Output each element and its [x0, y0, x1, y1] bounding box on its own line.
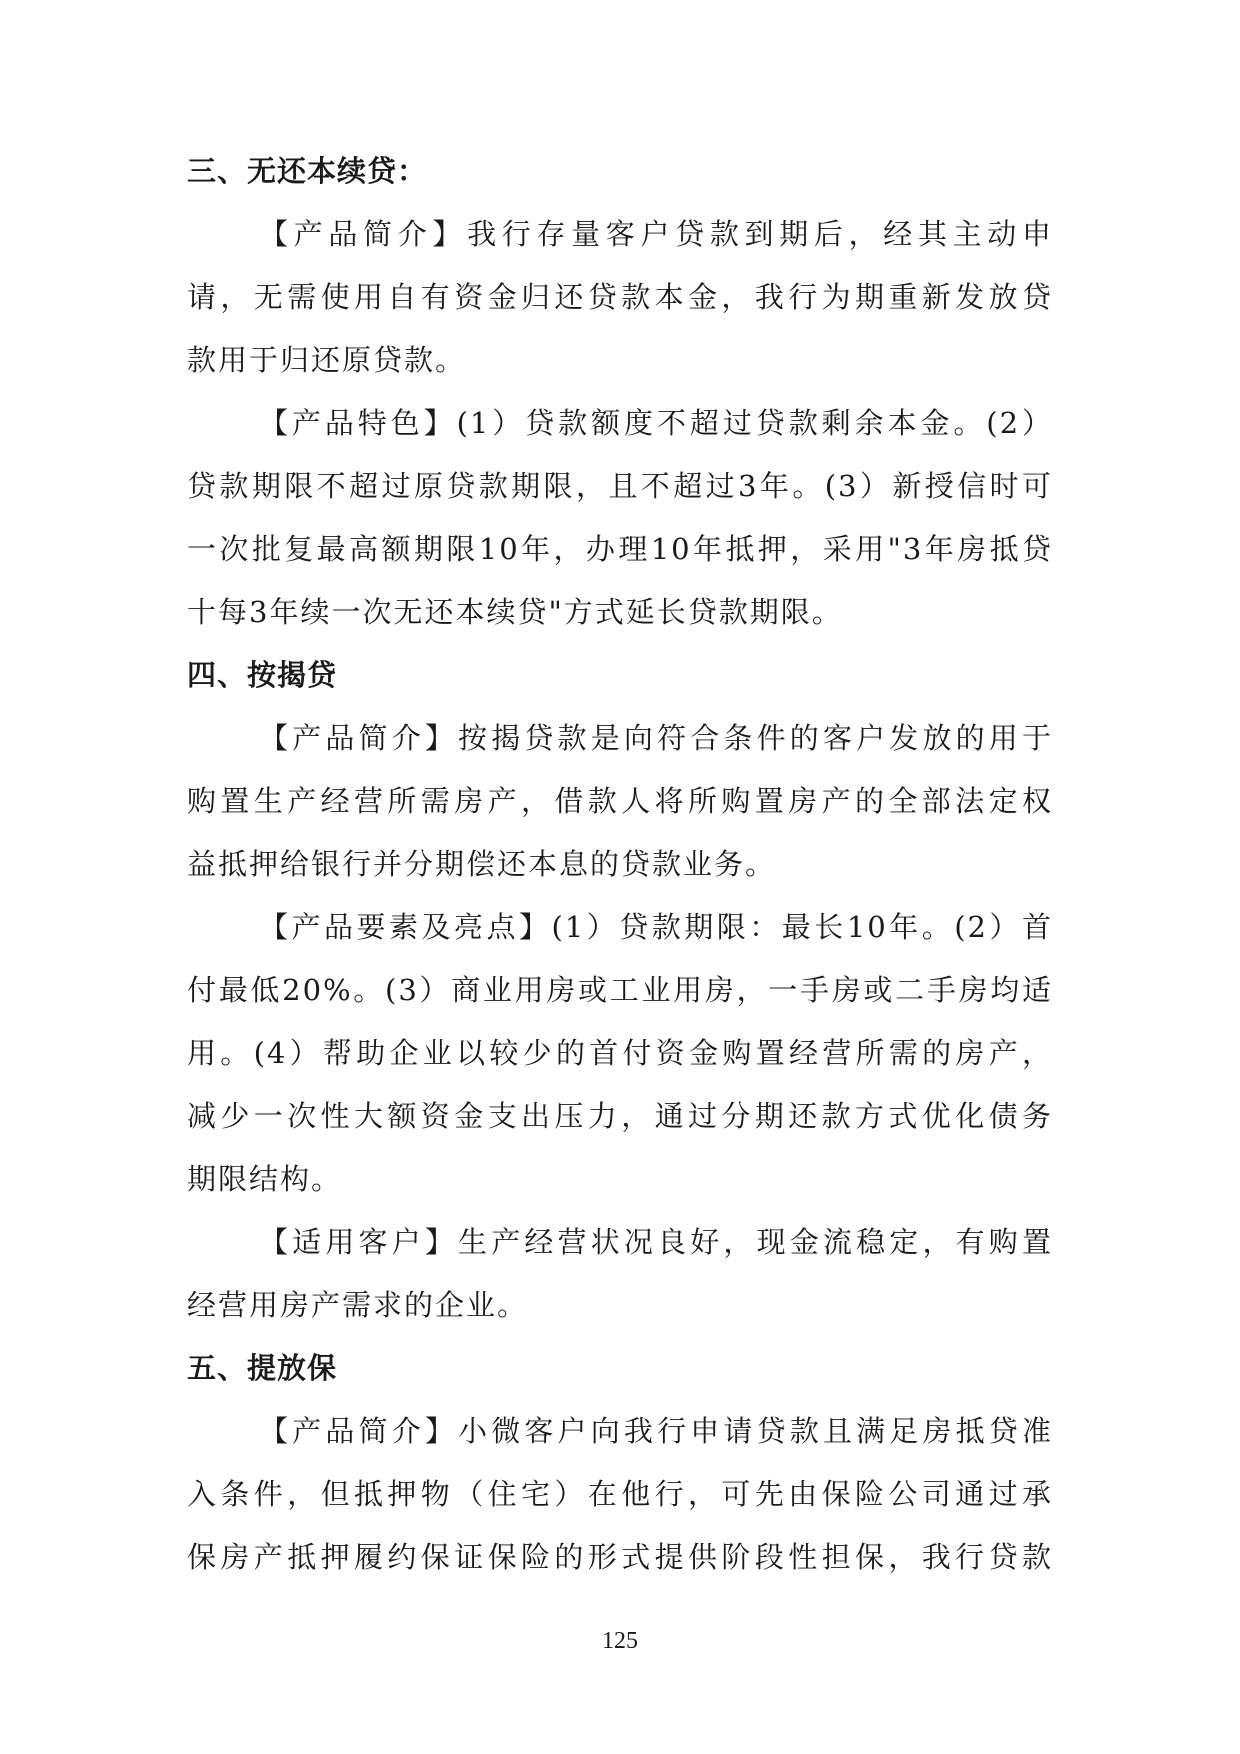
text-line: 用。(4）帮助企业以较少的首付资金购置经营所需的房产， [187, 1036, 1053, 1070]
section-heading-4: 四、按揭贷 [187, 658, 338, 692]
paragraph-s4-customers [187, 1211, 1053, 1337]
section-heading-3: 三、无还本续贷： [187, 154, 428, 188]
text-line: 【产品简介】小微客户向我行申请贷款且满足房抵贷准 [259, 1414, 1053, 1448]
text-line: 付最低20%。(3）商业用房或工业用房，一手房或二手房均适 [187, 973, 1053, 1007]
text-line: 一次批复最高额期限10年，办理10年抵押，采用"3年房抵贷 [187, 532, 1053, 566]
paragraph-s3-intro [187, 203, 1053, 392]
section-heading-5: 五、提放保 [187, 1351, 338, 1385]
text-line: 十每3年续一次无还本续贷"方式延长贷款期限。 [187, 595, 843, 629]
text-line: 【适用客户】生产经营状况良好，现金流稳定，有购置 [259, 1225, 1053, 1259]
page-number: 125 [602, 1628, 638, 1654]
text-line: 益抵押给银行并分期偿还本息的贷款业务。 [187, 847, 777, 881]
text-line: 【产品要素及亮点】(1）贷款期限：最长10年。(2）首 [259, 910, 1053, 944]
text-line: 款用于归还原贷款。 [187, 343, 467, 377]
text-line: 减少一次性大额资金支出压力，通过分期还款方式优化债务 [187, 1099, 1053, 1133]
text-line: 入条件，但抵押物（住宅）在他行，可先由保险公司通过承 [187, 1477, 1053, 1511]
paragraph-s5-intro [187, 1400, 1053, 1589]
text-line: 购置生产经营所需房产，借款人将所购置房产的全部法定权 [187, 784, 1053, 818]
text-line: 【产品简介】按揭贷款是向符合条件的客户发放的用于 [259, 721, 1053, 755]
paragraph-s4-elements [187, 896, 1053, 1211]
text-line: 保房产抵押履约保证保险的形式提供阶段性担保，我行贷款 [187, 1540, 1053, 1574]
text-line: 经营用房产需求的企业。 [187, 1288, 529, 1322]
paragraph-s3-features [187, 392, 1053, 644]
text-line: 【产品简介】我行存量客户贷款到期后，经其主动申 [259, 217, 1053, 251]
paragraph-s4-intro [187, 707, 1053, 896]
text-line: 【产品特色】(1）贷款额度不超过贷款剩余本金。(2） [259, 406, 1053, 440]
page-content [187, 140, 1053, 1589]
text-line: 请，无需使用自有资金归还贷款本金，我行为期重新发放贷 [187, 280, 1053, 314]
text-line: 贷款期限不超过原贷款期限，且不超过3年。(3）新授信时可 [187, 469, 1053, 503]
text-line: 期限结构。 [187, 1162, 343, 1196]
